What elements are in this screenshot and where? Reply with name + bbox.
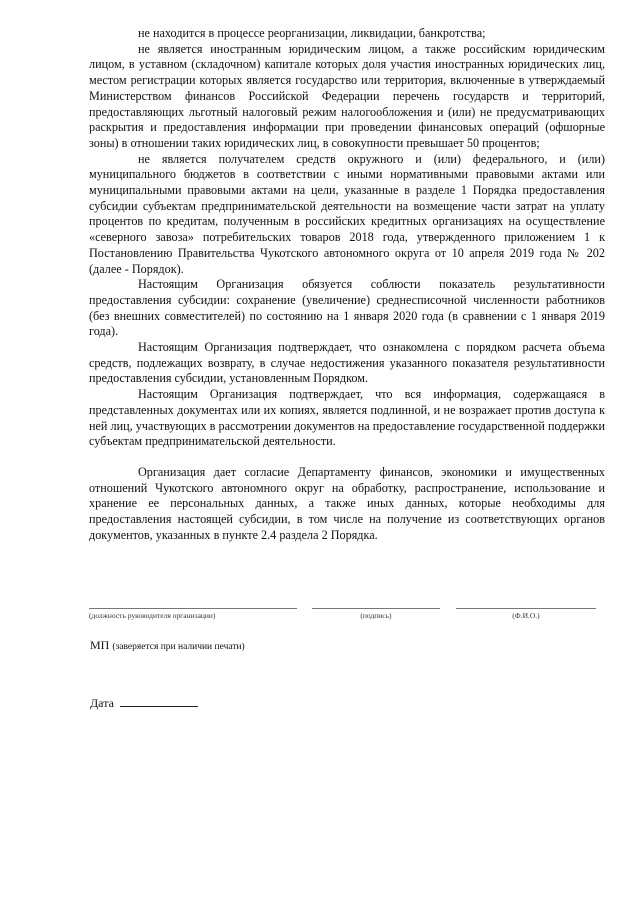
date-line — [120, 694, 198, 707]
signature-line — [312, 598, 440, 609]
signature-caption: (подпись) — [360, 611, 392, 620]
paragraph-refund-acknowledgement: Настоящим Организация подтверждает, что ознакомлена с порядком расчета объема средств, подлежащих возврату, в случае недостижения указанного показателя результативности предоставления субсидии, установленным Порядком. — [89, 340, 605, 386]
paragraph-not-budget-recipient: не является получателем средств окружного и (или) федерального, и (или) муниципального бюджетов в соответствии с иными нормативными правовыми актами или муниципальными правовыми актами на цели, указанные в разделе 1 Порядка предоставления субсидии субъектам предпринимательской деятельности на возмещение части затрат на уплату процентов по кредитам, полученным в российских кредитных организациях на осуществление «северного завоза» потребительских товаров 2018 года, утвержденного приложением 1 к Постановлению Правительства Чукотского автономного округа от 10 апреля 2019 года № 202 (далее - Порядок). — [89, 151, 605, 276]
paragraph-not-foreign-entity: не является иностранным юридическим лицом, а также российским юридическим лицом, в уставном (складочном) капитале которых доля участия иностранных юридических лиц, местом регистрации которых является государство или территория, включенные в утверждаемый Министерством финансов Российской Федерации перечень государств и территорий, предоставляющих льготный налоговый режим налогообложения и (или) не предусматривающих раскрытия и предоставления информации при проведении финансовых операций (офшорные зоны) в отношении таких юридических лиц, в совокупности превышает 50 процентов; — [89, 41, 605, 150]
paragraph-no-reorganization: не находится в процессе реорганизации, ликвидации, банкротства; — [138, 26, 486, 40]
name-line — [456, 598, 596, 609]
stamp-note: (заверяется при наличии печати) — [112, 642, 245, 652]
signature-field — [312, 598, 440, 628]
stamp-label: МП — [90, 638, 110, 652]
position-caption: (должность руководителя организации) — [89, 611, 216, 620]
document-body — [89, 26, 605, 544]
stamp-block — [90, 638, 245, 654]
paragraph-performance-obligation: Настоящим Организация обязуется соблюсти показатель результативности предоставления субсидии: сохранение (увеличение) среднесписочной численности работников (без внешних совместителей) по состоянию на 1 января 2020 года (в сравнении с 1 января 2019 года). — [89, 277, 605, 339]
paragraph-information-authenticity: Настоящим Организация подтверждает, что вся информация, содержащаяся в представленных документах или их копиях, является подлинной, и не возражает против доступа к ней лиц, участвующих в рассмотрении документов на предоставление государственной поддержки субъектам предпринимательской деятельности. — [89, 387, 605, 449]
date-block — [90, 694, 198, 711]
name-signature-field — [456, 598, 596, 628]
position-line — [89, 598, 297, 609]
paragraph-data-processing-consent: Организация дает согласие Департаменту финансов, экономики и имущественных отношений Чукотского автономного округ на обработку, распространение, использование и хранение ее персональных данных, а также иных данных, которые необходимы для предоставления настоящей субсидии, в том числе на получение из соответствующих органов документов, указанных в пункте 2.4 раздела 2 Порядка. — [89, 464, 605, 542]
date-label: Дата — [90, 696, 114, 710]
position-signature-field — [89, 598, 297, 628]
name-caption: (Ф.И.О.) — [512, 611, 540, 620]
